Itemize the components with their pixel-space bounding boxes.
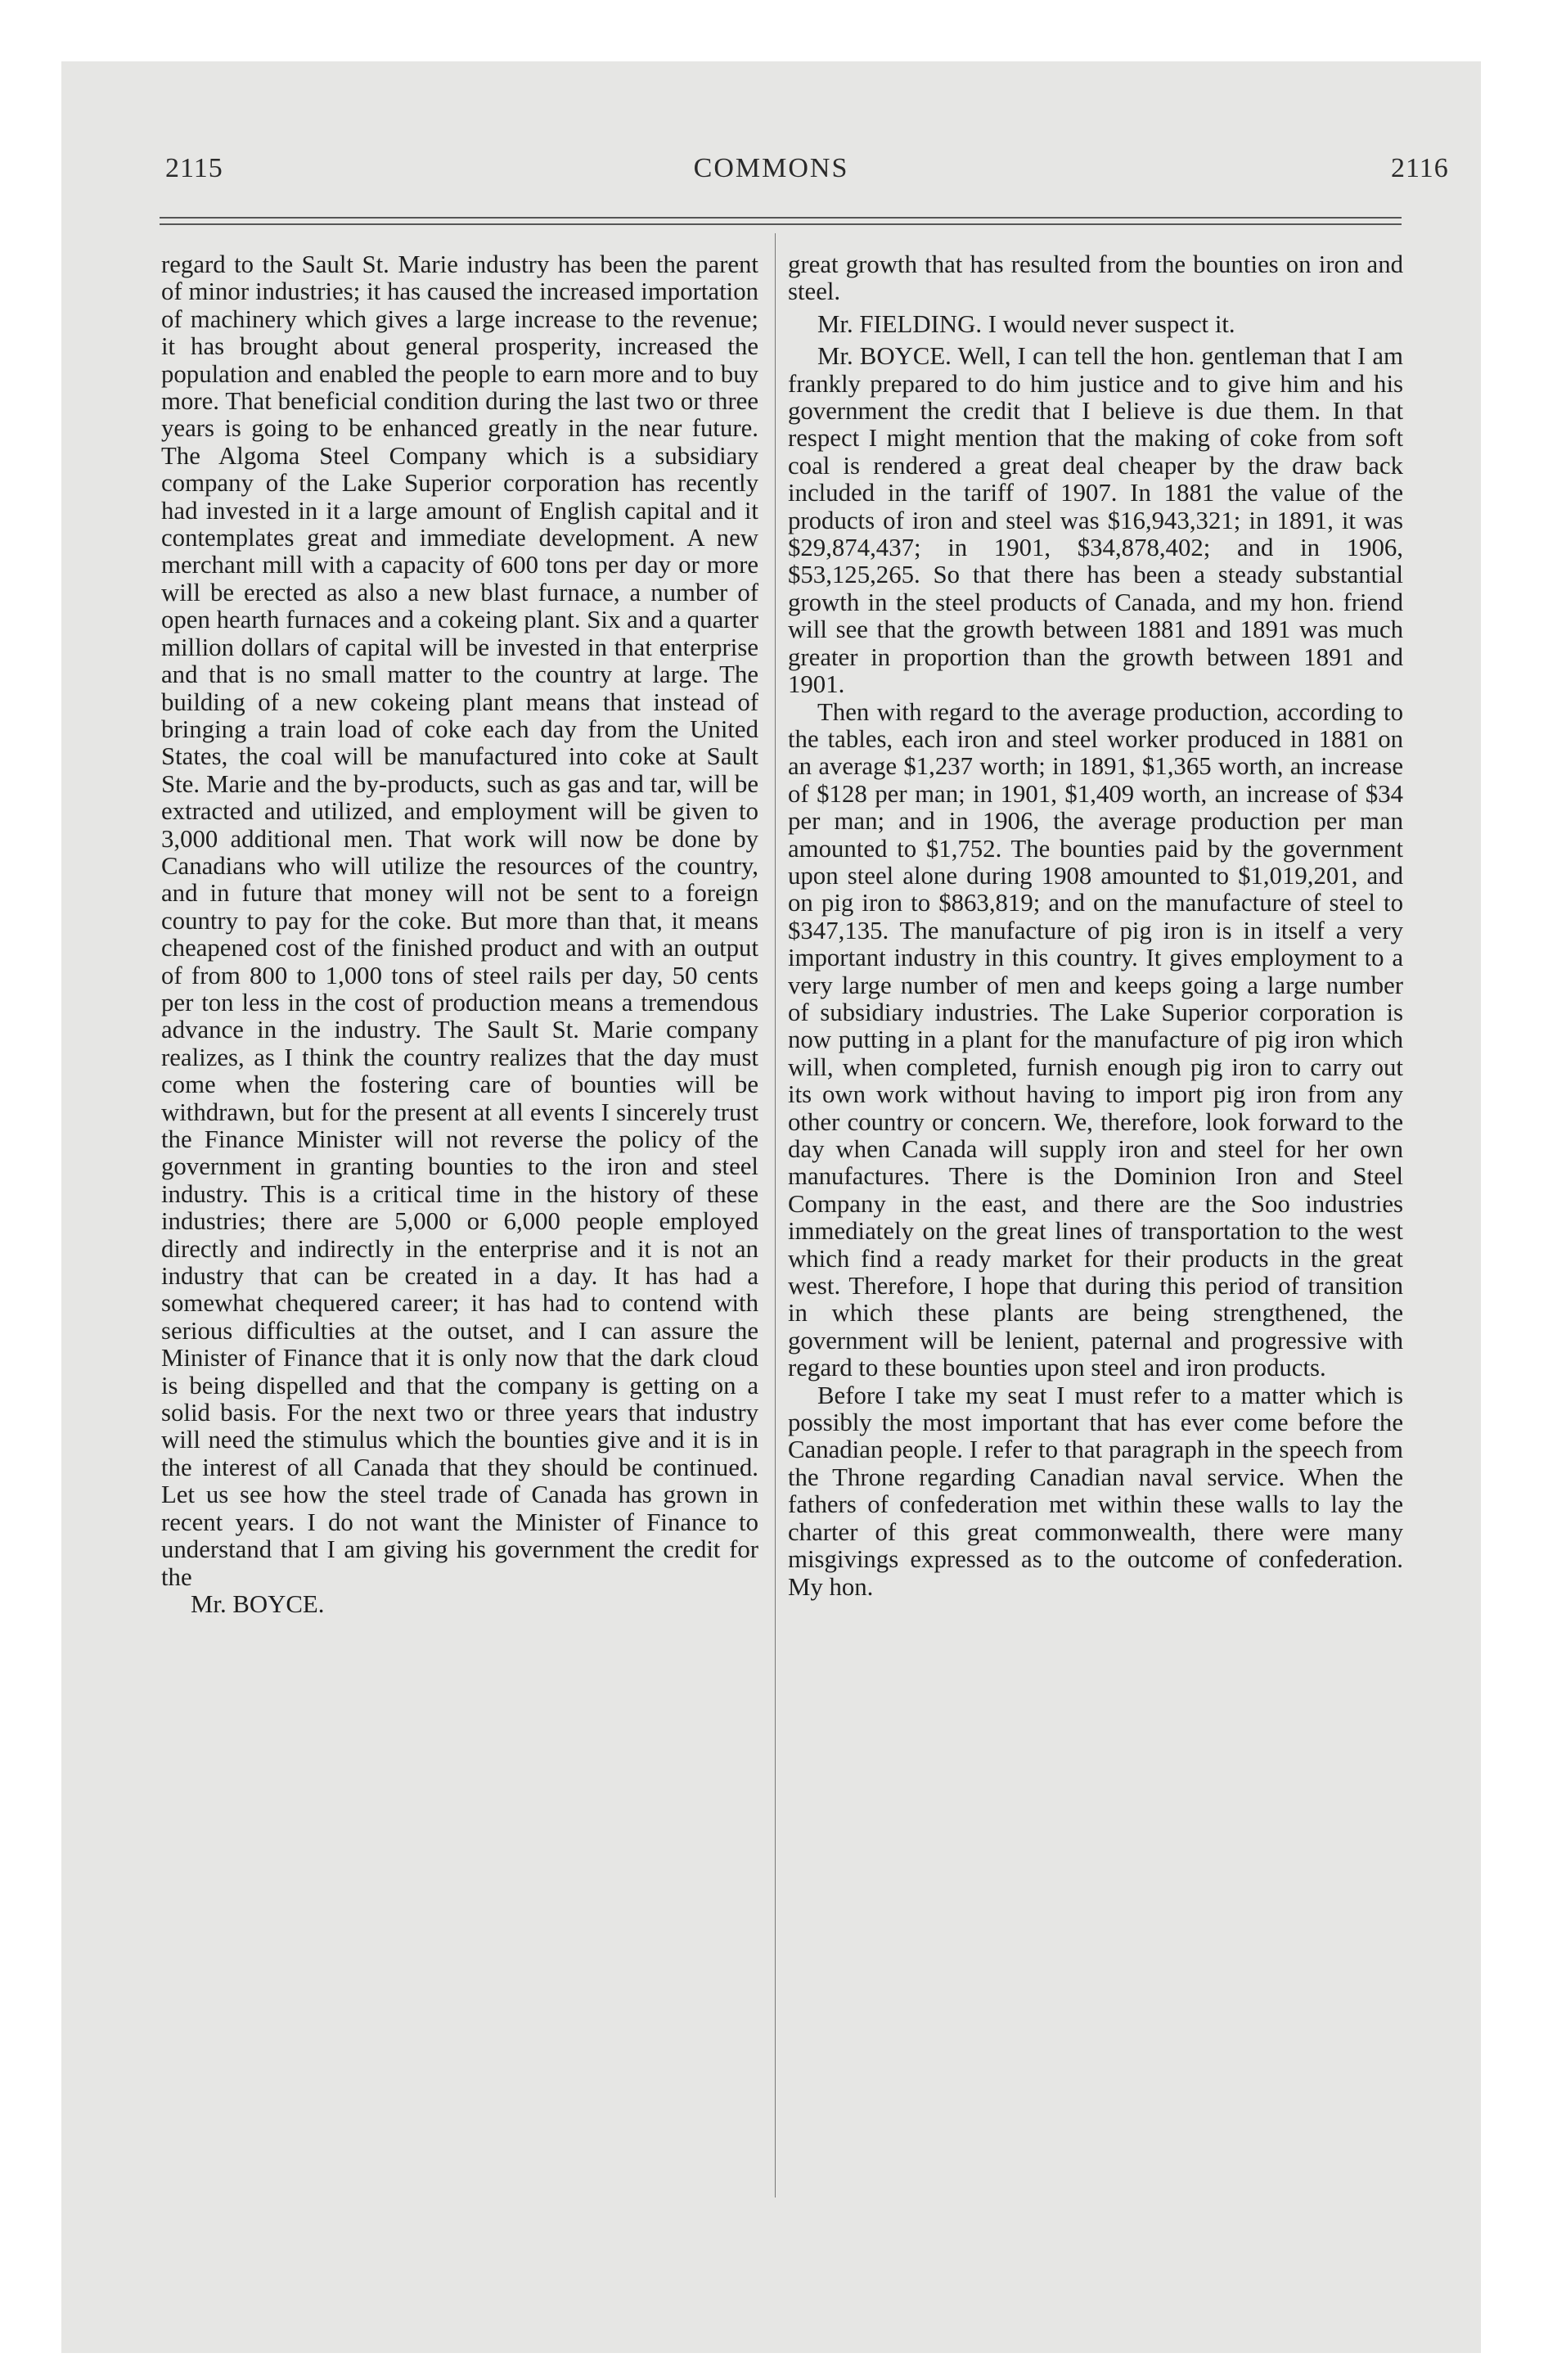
header-rule-upper [160, 217, 1402, 219]
speaker-footer-tag: Mr. BOYCE. [191, 1589, 325, 1618]
running-title: COMMONS [693, 153, 849, 183]
continuation-paragraph: great growth that has resulted from the bounties on iron and steel. [788, 250, 1403, 306]
header-rule-lower [160, 223, 1402, 225]
right-column [788, 251, 1403, 1601]
column-divider [775, 233, 776, 2197]
naval-service-paragraph: Before I take my seat I must refer to a matter which is possibly the most important that has ever come before the Canadian people. I refer to that paragraph in the speech from the Throne regarding Canadian naval service. When the fathers of confederation met within these walls to lay the charter of this great commonwealth, there were many misgivings expressed as to the outcome of confederation. My hon. [788, 1381, 1403, 1601]
page-sheet [61, 61, 1481, 2353]
right-page-number: 2116 [1391, 153, 1449, 183]
left-column-paragraph: regard to the Sault St. Marie industry has been the parent of minor industries; it has caused the increased importation of machinery which gives a large increase to the revenue; it has brought about general prosperity, increased the population and enabled the people to earn more and to buy more. That beneficial condition during the last two or three years is going to be enhanced greatly in the near future. The Algoma Steel Company which is a subsidiary company of the Lake Superior corporation has recently had invested in it a large amount of English capital and it contemplates great and immediate development. A new merchant mill with a capacity of 600 tons per day or more will be erected as also a new blast furnace, a number of open hearth furnaces and a cokeing plant. Six and a quarter million dollars of capital will be invested in that enterprise and that is no small matter to the country at large. The building of a new cokeing plant means that instead of bringing a train load of coke each day from the United States, the coal will be manufactured into coke at Sault Ste. Marie and the by-products, such as gas and tar, will be extracted and utilized, and employment will be given to 3,000 additional men. That work will now be done by Canadians who will utilize the resources of the country, and in future that money will not be sent to a foreign country to pay for the coke. But more than that, it means cheapened cost of the finished product and with an output of from 800 to 1,000 tons of steel rails per day, 50 cents per ton less in the cost of production means a tremendous advance in the industry. The Sault St. Marie company realizes, as I think the country realizes that the day must come when the fostering care of bounties will be withdrawn, but for the present at all events I sincerely trust the Finance Minister will not reverse the policy of the government in granting bounties to the iron and steel industry. This is a critical time in the history of these industries; there are 5,000 or 6,000 people employed directly and indirectly in the enterprise and it is not an industry that can be created in a day. It has had a somewhat chequered career; it has had to contend with serious difficulties at the outset, and I can assure the Minister of Finance that it is only now that the dark cloud is being dispelled and that the company is getting on a solid basis. For the next two or three years that industry will need the stimulus which the bounties give and it is in the interest of all Canada that they should be continued. Let us see how the steel trade of Canada has grown in recent years. I do not want the Minister of Finance to understand that I am giving his government the credit for the [161, 250, 758, 1591]
speaker-fielding-remark: Mr. FIELDING. I would never suspect it. [817, 309, 1235, 338]
left-page-number: 2115 [165, 153, 223, 183]
left-column [161, 251, 758, 1618]
speaker-boyce-reply: Mr. BOYCE. Well, I can tell the hon. gentleman that I am frankly prepared to do him justice and to give him and his government the credit that I believe is due them. In that respect I might mention that the making of coke from soft coal is rendered a great deal cheaper by the draw back included in the tariff of 1907. In 1881 the value of the products of iron and steel was $16,943,321; in 1891, it was $29,874,437; in 1901, $34,878,402; and in 1906, $53,125,265. So that there has been a steady substantial growth in the steel products of Canada, and my hon. friend will see that the growth between 1881 and 1891 was much greater in proportion than the growth between 1891 and 1901. [788, 342, 1403, 699]
production-paragraph: Then with regard to the average production, according to the tables, each iron and steel worker produced in 1881 on an average $1,237 worth; in 1891, $1,365 worth, an increase of $128 per man; in 1901, $1,409 worth, an increase of $34 per man; and in 1906, the average production per man amounted to $1,752. The bounties paid by the government upon steel alone during 1908 amounted to $1,019,201, and on pig iron to $863,819; and on the manufacture of steel to $347,135. The manufacture of pig iron is in itself a very important industry in this country. It gives employment to a very large number of men and keeps going a large number of subsidiary industries. The Lake Superior corporation is now putting in a plant for the manufacture of pig iron which will, when completed, furnish enough pig iron to carry out its own work without having to import pig iron from any other country or concern. We, therefore, look forward to the day when Canada will supply iron and steel for her own manufactures. There is the Dominion Iron and Steel Company in the east, and there are the Soo industries immediately on the great lines of transportation to the west which find a ready market for their products in the great west. Therefore, I hope that during this period of transition in which these plants are being strengthened, the government will be lenient, paternal and progressive with regard to these bounties upon steel and iron products. [788, 697, 1403, 1382]
page-header [61, 153, 1481, 202]
